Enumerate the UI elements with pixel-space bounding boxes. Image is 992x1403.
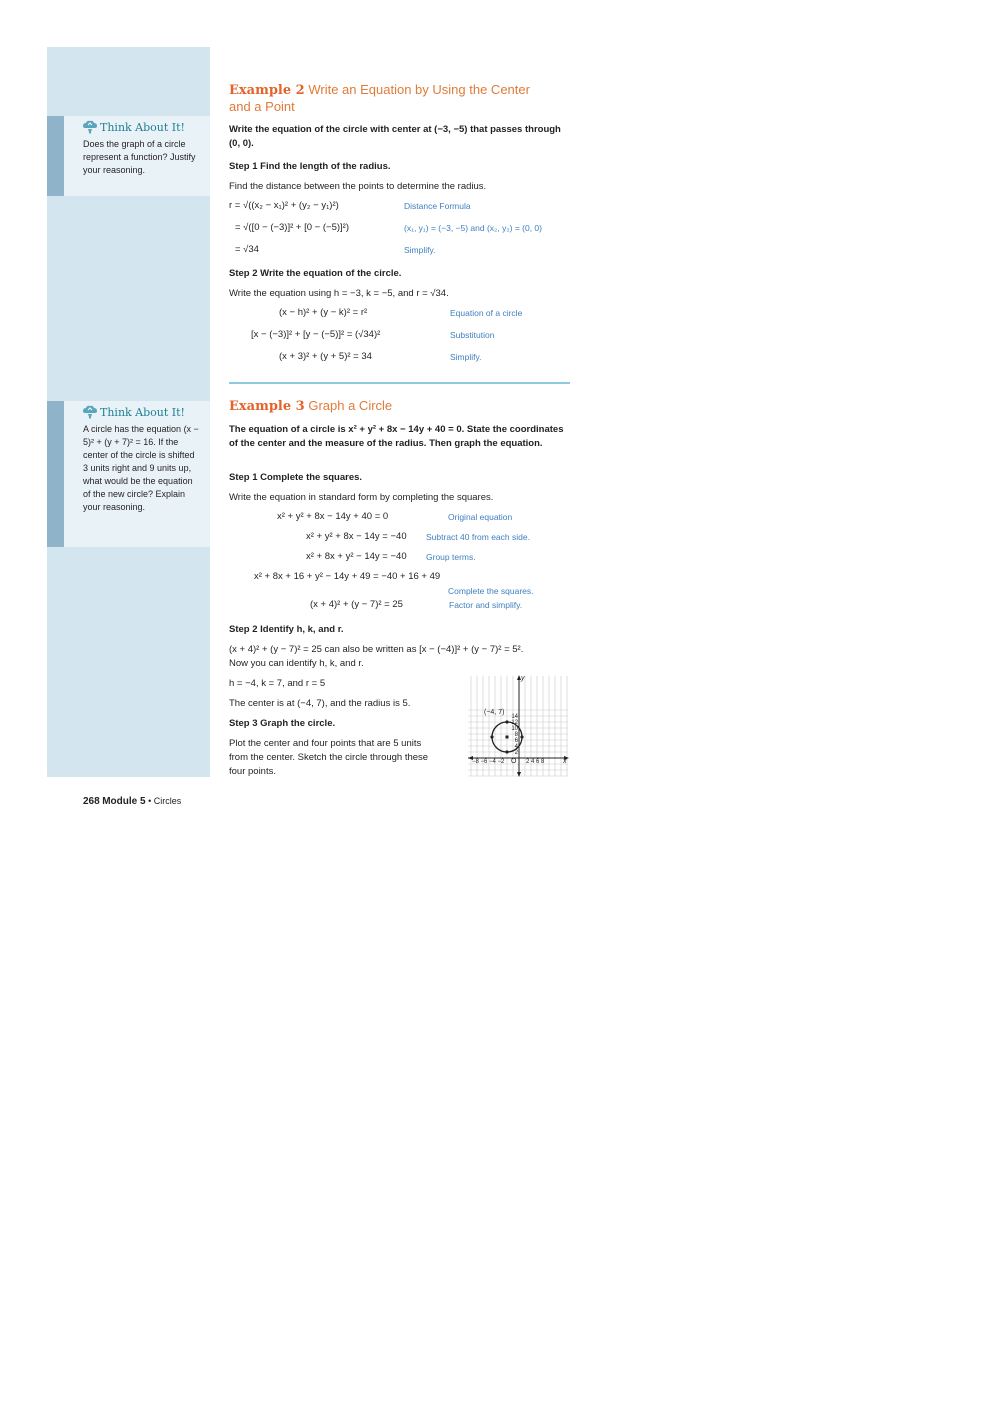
example-3-title — [229, 398, 574, 415]
equation-line: x² + y² + 8x − 14y + 40 = 0 — [277, 511, 389, 522]
y-tick-label: 2 — [514, 750, 518, 756]
equation-line: x² + y² + 8x − 14y = −40 — [306, 531, 407, 542]
think-about-it-title — [82, 405, 185, 419]
think-about-it-box-2 — [47, 401, 210, 547]
circle-point — [505, 720, 508, 723]
think-box-bar — [47, 116, 64, 196]
center-point — [506, 736, 509, 739]
example-3-step-3: Step 3 Graph the circle. — [229, 718, 336, 729]
y-axis-label: y — [521, 675, 525, 682]
example-3-step-2: Step 2 Identify h, k, and r. — [229, 624, 344, 635]
lightbulb-cloud-icon — [82, 405, 98, 419]
equation-note: Distance Formula — [404, 201, 471, 211]
equation-note: Subtract 40 from each side. — [426, 532, 530, 542]
equation-line: [x − (−3)]² + [y − (−5)]² = (√34)² — [251, 329, 381, 340]
example-2-step-2: Step 2 Write the equation of the circle. — [229, 268, 402, 279]
equation-line: x² + 8x + 16 + y² − 14y + 49 = −40 + 16 + 49 — [254, 571, 441, 582]
example-title-line1: Write an Equation by Using the Center — [308, 82, 530, 97]
page-number: 268 — [83, 796, 100, 807]
equation-line: = √34 — [235, 244, 259, 255]
example-3-step-1-text: Write the equation in standard form by completing the squares. — [229, 492, 494, 503]
think-box-bar — [47, 401, 64, 547]
center-label: (−4, 7) — [484, 709, 505, 716]
think-title-text: Think About It! — [100, 120, 185, 134]
y-tick-label: 8 — [514, 732, 518, 738]
example-3-step-3-text: Plot the center and four points that are 5 units from the center. Sketch the circle through these four points. — [229, 738, 429, 777]
equation-note: Group terms. — [426, 552, 476, 562]
y-tick-label: 4 — [514, 744, 518, 750]
module-label: Module 5 — [102, 796, 146, 807]
x-tick-labels-positive: 2 4 6 8 — [526, 759, 545, 765]
equation-note: (x₁, y₁) = (−3, −5) and (x₂, y₂) = (0, 0) — [404, 223, 542, 233]
example-3-prompt: The equation of a circle is x² + y² + 8x − 14y + 40 = 0. State the coordinates of the center and the measure of the radius. Then graph the equation. — [229, 424, 564, 449]
think-about-it-title — [82, 120, 185, 134]
circle-graph-svg — [468, 674, 570, 777]
think-about-it-text: A circle has the equation (x − 5)² + (y + 7)² = 16. If the center of the circle is shifted 3 units right and 9 units up, what would be the equation of the new circle? Explain your reasoning. — [83, 424, 199, 512]
equation-line: x² + 8x + y² − 14y = −40 — [306, 551, 407, 562]
footer-separator: • — [148, 796, 152, 806]
example-3-step-2-text-2: Now you can identify h, k, and r. — [229, 658, 364, 669]
example-2-step-1: Step 1 Find the length of the radius. — [229, 161, 391, 172]
lightbulb-cloud-icon — [82, 120, 98, 134]
example-2-prompt: Write the equation of the circle with center at (−3, −5) that passes through (0, 0). — [229, 124, 561, 149]
equation-note: Simplify. — [450, 352, 482, 362]
equation-note: Equation of a circle — [450, 308, 523, 318]
origin-label: O — [511, 758, 517, 765]
circle-point — [505, 750, 508, 753]
think-about-it-text: Does the graph of a circle represent a function? Justify your reasoning. — [83, 139, 196, 175]
example-3-step-2-text: (x + 4)² + (y − 7)² = 25 can also be written as [x − (−4)]² + (y − 7)² = 5². — [229, 644, 524, 655]
x-tick-labels-negative: −8 −6 −4 −2 — [472, 759, 505, 765]
example-2-title — [229, 82, 574, 115]
page-footer — [83, 796, 181, 807]
center-radius-text: The center is at (−4, 7), and the radius is 5. — [229, 698, 411, 709]
circle-graph — [468, 674, 570, 777]
circle-point — [520, 735, 523, 738]
equation-line: (x − h)² + (y − k)² = r² — [279, 307, 368, 318]
y-tick-label: 14 — [511, 714, 518, 720]
think-title-text: Think About It! — [100, 405, 185, 419]
equation-line: = √([0 − (−3)]² + [0 − (−5)]²) — [235, 222, 349, 233]
equation-note: Complete the squares. — [448, 586, 534, 596]
example-title: Graph a Circle — [308, 398, 393, 413]
y-tick-labels — [511, 714, 518, 756]
y-tick-label: 10 — [511, 726, 518, 732]
circle-point — [490, 735, 493, 738]
hkr-values: h = −4, k = 7, and r = 5 — [229, 678, 326, 689]
equation-note: Simplify. — [404, 245, 436, 255]
equation-line: (x + 4)² + (y − 7)² = 25 — [310, 599, 403, 610]
think-about-it-box — [47, 116, 210, 196]
example-3-step-1: Step 1 Complete the squares. — [229, 472, 363, 483]
y-tick-label: 12 — [511, 720, 518, 726]
equation-note: Substitution — [450, 330, 495, 340]
x-axis-label: x — [563, 758, 567, 765]
example-2-step-1-text: Find the distance between the points to determine the radius. — [229, 181, 487, 192]
example-number: Example 2 — [229, 83, 305, 98]
equation-line: (x + 3)² + (y + 5)² = 34 — [279, 351, 372, 362]
equation-line: r = √((x₂ − x₁)² + (y₂ − y₁)²) — [229, 200, 339, 211]
example-title-line2: and a Point — [229, 99, 295, 114]
y-tick-label: 6 — [514, 738, 518, 744]
section-divider — [229, 382, 570, 384]
footer-topic: Circles — [153, 796, 182, 806]
equation-note: Original equation — [448, 512, 513, 522]
equation-note: Factor and simplify. — [449, 600, 523, 610]
example-number: Example 3 — [229, 399, 305, 414]
example-2-step-2-text: Write the equation using h = −3, k = −5, and r = √34. — [229, 288, 449, 299]
